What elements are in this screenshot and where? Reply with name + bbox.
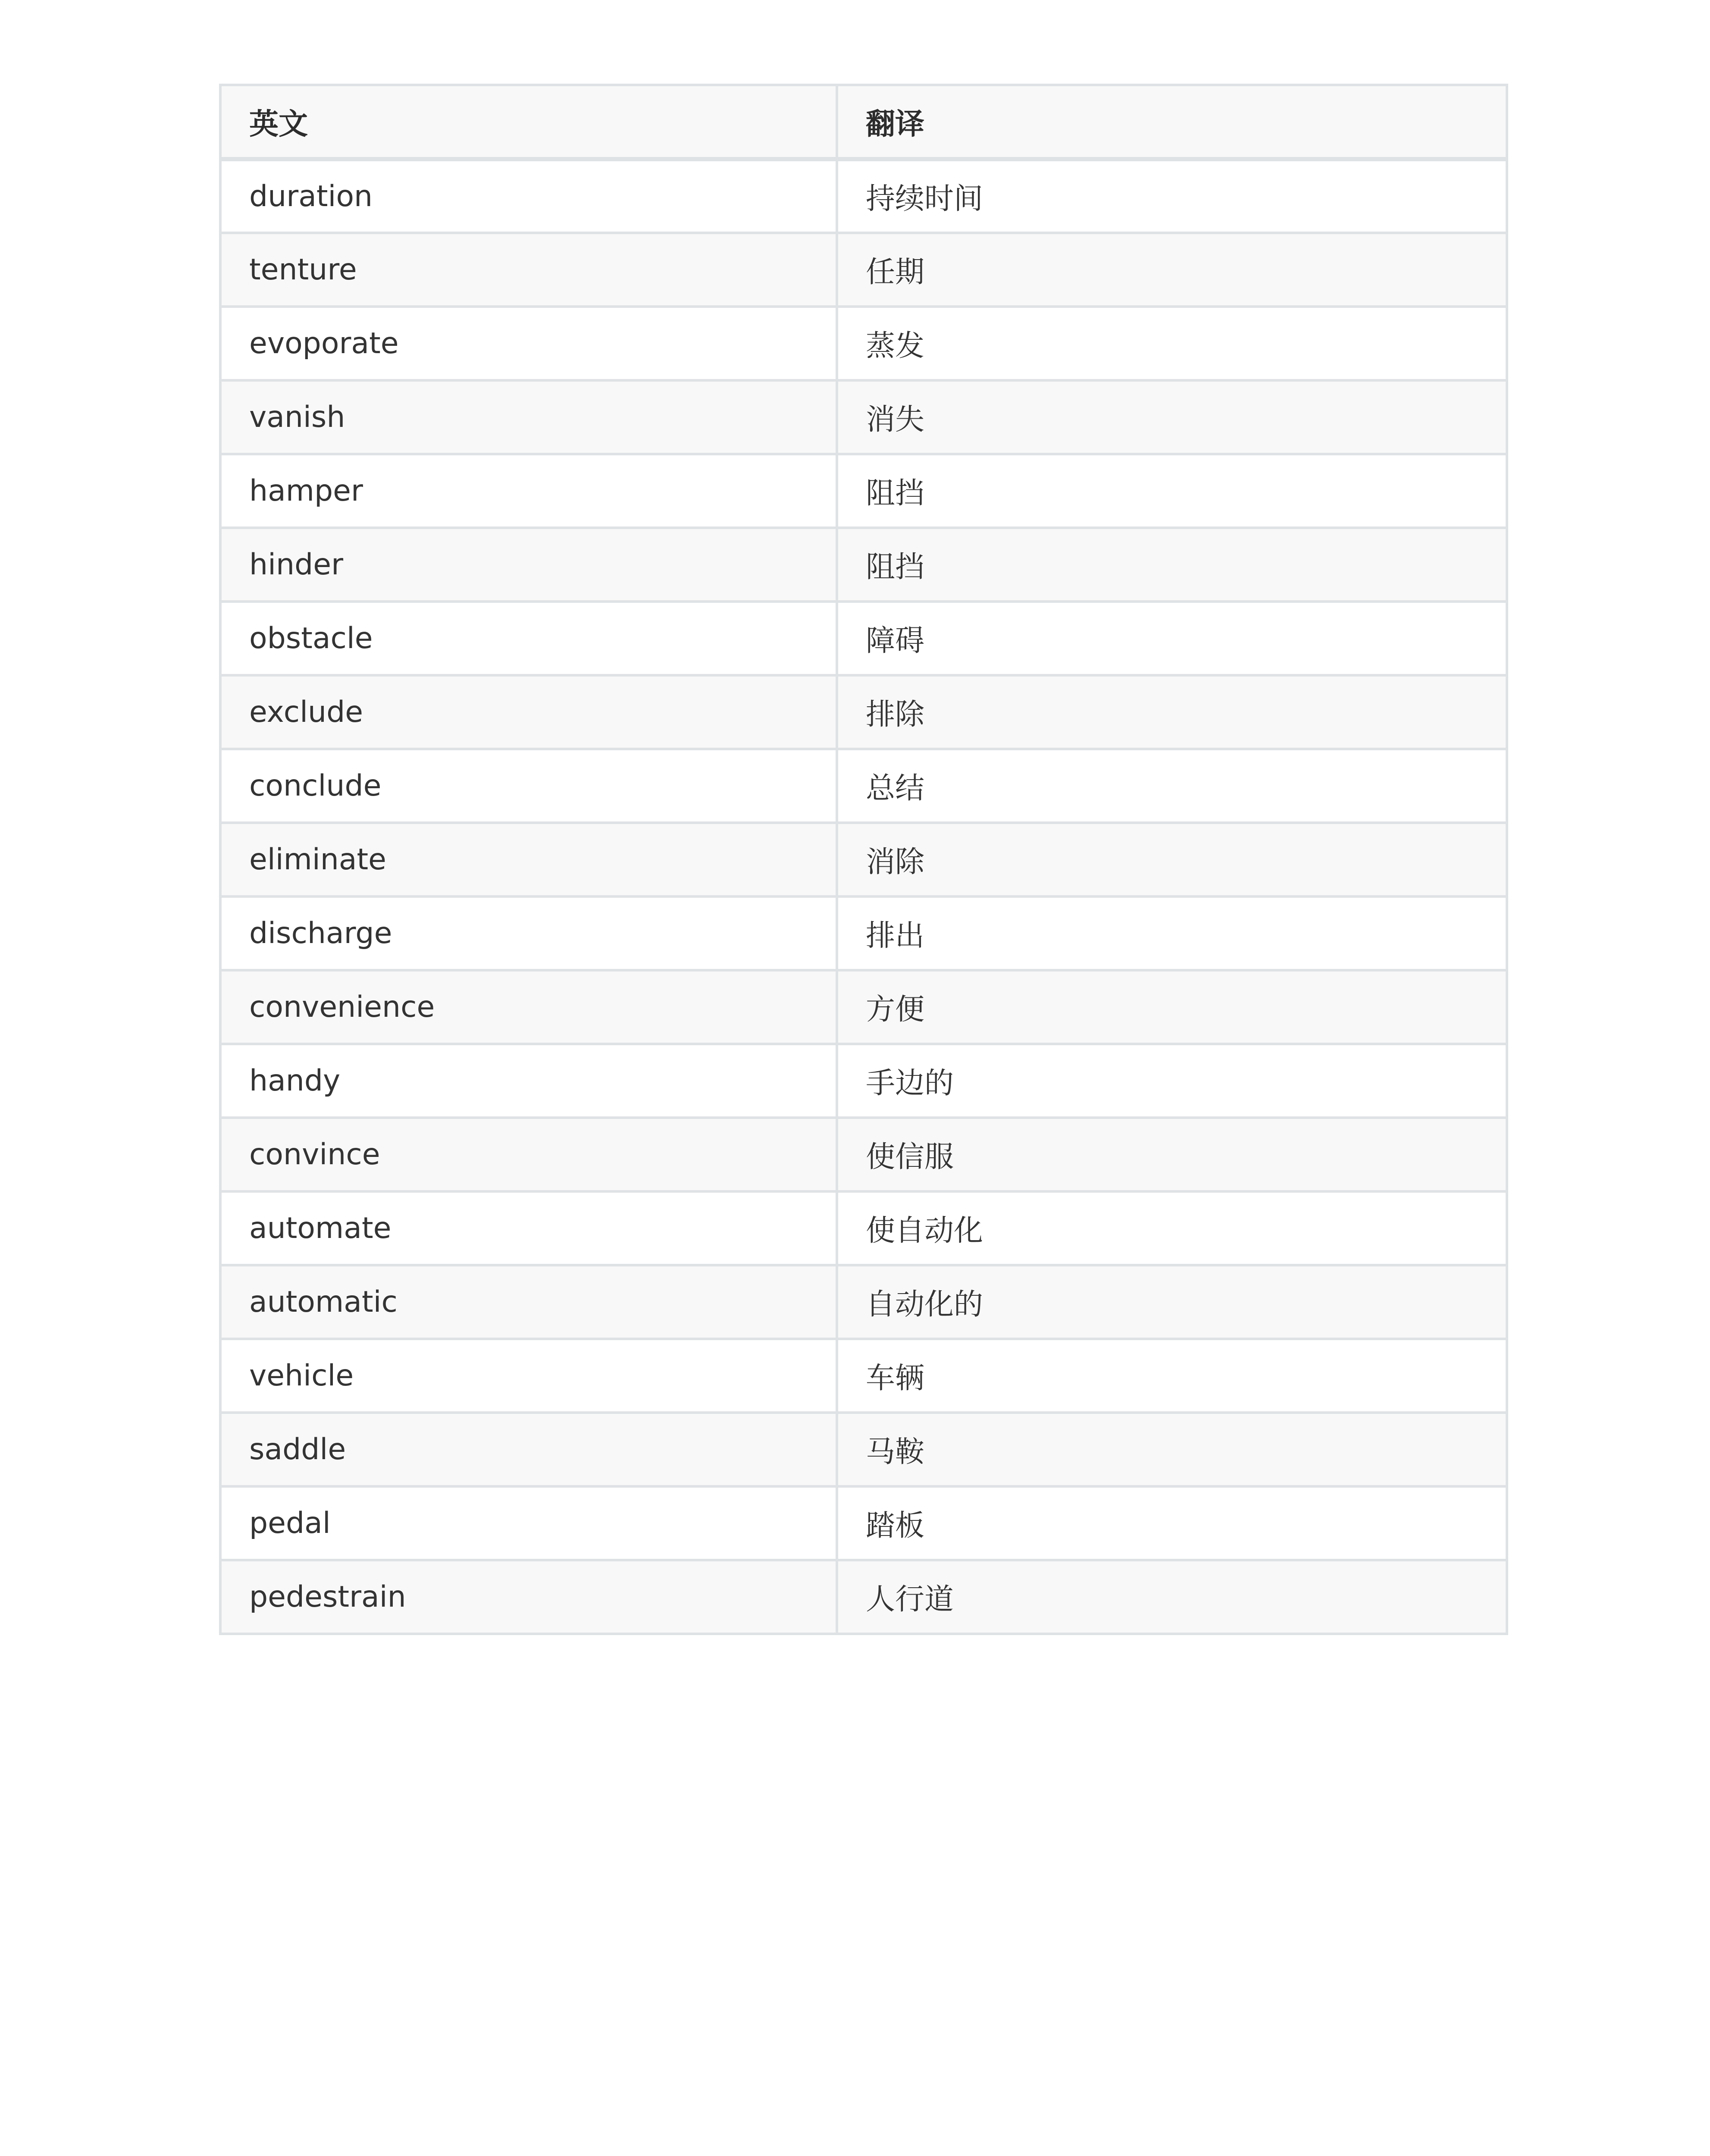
translation-cell: 人行道 [837,1560,1507,1634]
translation-cell: 总结 [837,749,1507,823]
table-row [220,896,1507,970]
translation-cell: 阻挡 [837,454,1507,528]
translation-cell: 持续时间 [837,159,1507,233]
english-word-cell: pedestrain [220,1560,837,1634]
table-row [220,1339,1507,1413]
translation-cell: 车辆 [837,1339,1507,1413]
translation-cell: 任期 [837,233,1507,307]
english-word-cell: convenience [220,970,837,1044]
table-row [220,602,1507,675]
english-word-cell: eliminate [220,823,837,896]
english-word-cell: pedal [220,1486,837,1560]
table-header [220,85,1507,159]
translation-cell: 使自动化 [837,1191,1507,1265]
table-row [220,749,1507,823]
english-word-cell: handy [220,1044,837,1118]
header-english: 英文 [220,85,837,159]
translation-cell: 阻挡 [837,528,1507,602]
table-row [220,528,1507,602]
english-word-cell: vehicle [220,1339,837,1413]
table-row [220,1044,1507,1118]
english-word-cell: evoporate [220,307,837,380]
english-word-cell: duration [220,159,837,233]
translation-cell: 消除 [837,823,1507,896]
table-row [220,307,1507,380]
translation-cell: 方便 [837,970,1507,1044]
table-row [220,233,1507,307]
translation-cell: 自动化的 [837,1265,1507,1339]
english-word-cell: tenture [220,233,837,307]
translation-cell: 使信服 [837,1118,1507,1191]
translation-cell: 蒸发 [837,307,1507,380]
english-word-cell: hamper [220,454,837,528]
english-word-cell: saddle [220,1413,837,1486]
english-word-cell: automate [220,1191,837,1265]
english-word-cell: discharge [220,896,837,970]
translation-cell: 消失 [837,380,1507,454]
translation-cell: 手边的 [837,1044,1507,1118]
header-translation: 翻译 [837,85,1507,159]
english-word-cell: convince [220,1118,837,1191]
translation-cell: 排除 [837,675,1507,749]
table-row [220,1486,1507,1560]
table-row [220,675,1507,749]
table-row [220,454,1507,528]
table-row [220,1118,1507,1191]
translation-cell: 马鞍 [837,1413,1507,1486]
english-word-cell: conclude [220,749,837,823]
translation-cell: 踏板 [837,1486,1507,1560]
table-row [220,1560,1507,1634]
table-row [220,823,1507,896]
table-row [220,970,1507,1044]
translation-cell: 障碍 [837,602,1507,675]
table-row [220,1413,1507,1486]
english-word-cell: vanish [220,380,837,454]
english-word-cell: exclude [220,675,837,749]
header-row [220,85,1507,159]
table-row [220,1265,1507,1339]
english-word-cell: automatic [220,1265,837,1339]
table-row [220,159,1507,233]
english-word-cell: obstacle [220,602,837,675]
table-body [220,159,1507,1634]
translation-cell: 排出 [837,896,1507,970]
english-word-cell: hinder [220,528,837,602]
vocabulary-table [219,84,1508,1635]
table-row [220,380,1507,454]
table-row [220,1191,1507,1265]
